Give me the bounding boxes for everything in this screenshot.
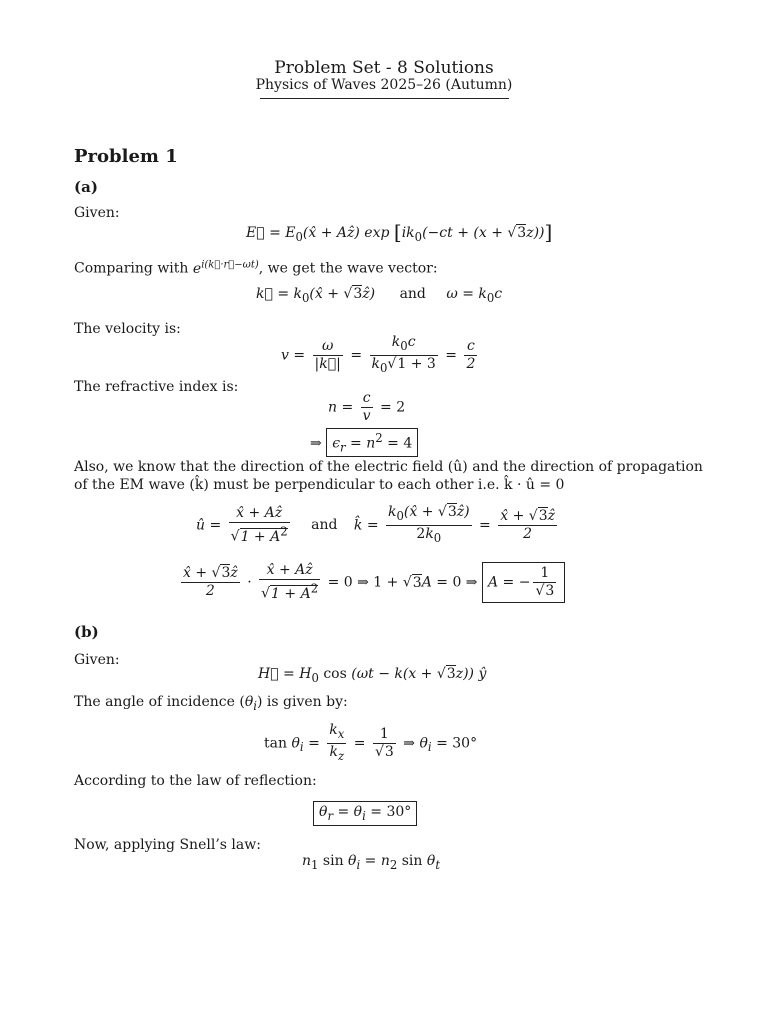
answer-A-boxed: A = − $\frac{1}{√3}$ [482, 562, 565, 603]
part-a-heading: (a) [74, 178, 98, 196]
equation-snell-law: $n_1$ $\sin \theta_i = n_2$ $\sin \theta_t$ [302, 853, 441, 872]
equation-unit-vectors: û = $\frac{\text{x̂ + Aẑ}}{√1 + A^2}$ and k̂ = $\frac{k_0(x̂ + √3ẑ)}{2k_0}$ = $\frac{\text{x̂ + √3ẑ}}{2}$ [196, 504, 556, 545]
equation-angle-of-incidence: $\tan \theta_i$ = $\frac{k_x}{k_z}$ = $\frac{1}{√3}$ ⇒ $\theta_i = 30^\circ$ [264, 722, 478, 763]
perpendicular-text-line2: of the EM wave (k̂) must be perpendicular to each other i.e. k̂ · û = 0 [74, 477, 565, 493]
equation-magnetic-field: H⃗ = $H_0$ cos (ωt − k(x + √3z)) ŷ [258, 666, 487, 685]
refractive-index-label: The refractive index is: [74, 379, 239, 395]
page-subtitle: Physics of Waves 2025–26 (Autumn) [255, 77, 513, 93]
incidence-label: The angle of incidence $(\theta_i)$ is given by: [74, 694, 348, 713]
reflection-label: According to the law of reflection: [74, 773, 317, 789]
part-b-heading: (b) [74, 623, 99, 641]
equation-velocity: v = $\frac{\omega}{|k⃗|}$ = $\frac{k_0c}{k_0√1 + 3}$ = $\frac{c}{2}$ [281, 334, 476, 375]
velocity-label: The velocity is: [74, 321, 181, 337]
equation-reflection-boxed: $\theta_r = \theta_i = 30^\circ$ [313, 801, 417, 826]
title-underline [260, 98, 509, 99]
part-a-given-label: Given: [74, 205, 120, 221]
part-b-given-label: Given: [74, 652, 120, 668]
perpendicular-text-line1: Also, we know that the direction of the electric field (û) and the direction of propagation [74, 459, 703, 475]
equation-dot-product: $\frac{\text{x̂ + √3ẑ}}{2}$ · $\frac{\text{x̂ + Aẑ}}{√1 + A^2}$ = 0 ⇒ 1 + √3A = 0 ⇒ A = − $\frac{1}{√3}$ [178, 562, 565, 603]
equation-refractive-index: n = $\frac{c}{v}$ = 2 [328, 390, 406, 424]
problem-heading: Problem 1 [74, 146, 178, 167]
equation-electric-field: E⃗ = $E_0(x̂$ + Aẑ) $\exp [ik_0(-ct + (x + √3z))]$ [246, 220, 553, 244]
equation-permittivity-boxed: ⇒ $\epsilon_r = n^2 = 4$ [310, 428, 418, 457]
comparing-sentence: Comparing with $e^{i(k⃗\cdot r⃗-\omega t)}$, we get the wave vector: [74, 259, 438, 277]
equation-wave-vector: k⃗ = $k_0(x̂$ + √3ẑ) and $\omega = k_0c$ [256, 286, 503, 305]
page-title: Problem Set - 8 Solutions [274, 58, 494, 78]
snell-label: Now, applying Snell’s law: [74, 837, 261, 853]
